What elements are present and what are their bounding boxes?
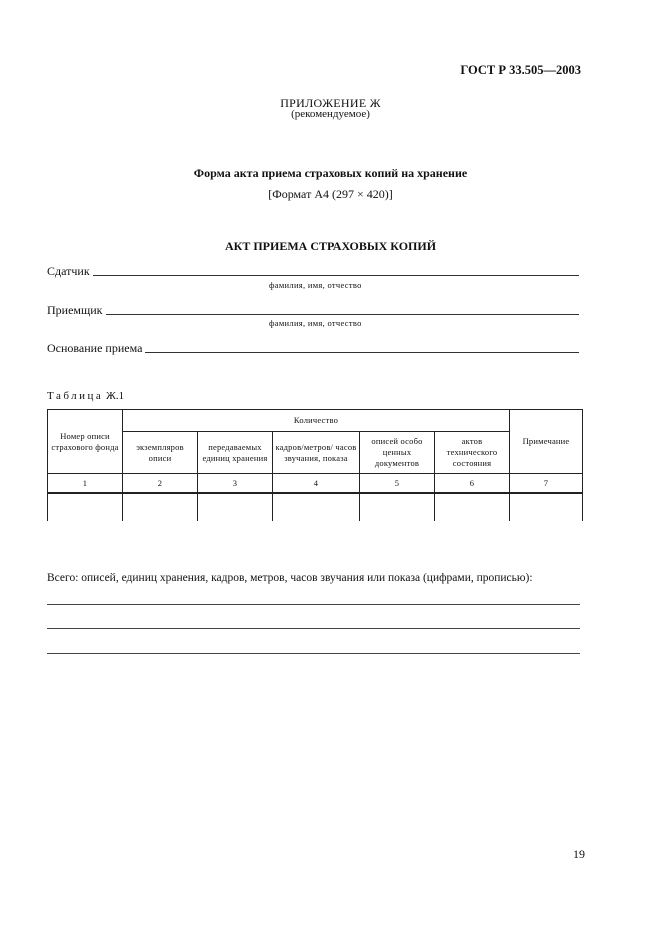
col-units-header: передаваемых единиц хранения <box>198 432 273 474</box>
form-format: [Формат А4 (297 × 420)] <box>268 187 393 201</box>
table-cell[interactable] <box>123 493 198 521</box>
sender-line[interactable] <box>93 274 579 276</box>
page-number: 19 <box>573 847 585 861</box>
total-line-3[interactable] <box>47 653 580 654</box>
acceptance-table <box>47 409 583 521</box>
standard-number: ГОСТ Р 33.505—2003 <box>460 63 581 77</box>
column-number-row <box>48 474 583 494</box>
appendix-subtitle: (рекомендуемое) <box>291 108 370 120</box>
receiver-label: Приемщик <box>47 303 103 317</box>
table-cell[interactable] <box>360 493 435 521</box>
sender-label: Сдатчик <box>47 264 90 278</box>
receiver-field[interactable] <box>47 303 579 318</box>
table-cell[interactable] <box>198 493 273 521</box>
table-cell[interactable] <box>510 493 583 521</box>
basis-line[interactable] <box>145 351 579 353</box>
col-quantity-header: Количество <box>123 410 510 432</box>
total-line-2[interactable] <box>47 628 580 629</box>
sender-hint: фамилия, имя, отчество <box>269 280 362 290</box>
receiver-line[interactable] <box>106 313 580 315</box>
table-cell[interactable] <box>273 493 360 521</box>
table-caption-number: Ж.1 <box>106 390 125 402</box>
form-title: Форма акта приема страховых копий на хранение <box>193 166 468 180</box>
col-frames-header: кадров/метров/ часов звучания, показа <box>273 432 360 474</box>
act-title: АКТ ПРИЕМА СТРАХОВЫХ КОПИЙ <box>224 239 437 253</box>
table-cell[interactable] <box>48 493 123 521</box>
column-number: 1 <box>48 474 123 494</box>
col-note-header: Примечание <box>510 410 583 474</box>
column-number: 4 <box>273 474 360 494</box>
col-valuable-header: описей особо ценных документов <box>360 432 435 474</box>
total-label: Всего: описей, единиц хранения, кадров, метров, часов звучания или показа (цифрами, прописью): <box>47 572 533 584</box>
col-copies-header: экземпляров описи <box>123 432 198 474</box>
table-caption-prefix: Таблица <box>47 390 104 402</box>
appendix-title: ПРИЛОЖЕНИЕ Ж <box>280 96 381 110</box>
column-number: 6 <box>435 474 510 494</box>
sender-field[interactable] <box>47 264 579 279</box>
column-number: 7 <box>510 474 583 494</box>
table-row <box>48 493 583 521</box>
column-number: 3 <box>198 474 273 494</box>
table-cell[interactable] <box>435 493 510 521</box>
basis-field[interactable] <box>47 341 579 356</box>
receiver-hint: фамилия, имя, отчество <box>269 318 362 328</box>
basis-label: Основание приема <box>47 341 143 355</box>
total-line-1[interactable] <box>47 604 580 605</box>
column-number: 5 <box>360 474 435 494</box>
column-number: 2 <box>123 474 198 494</box>
table-caption <box>47 390 124 402</box>
col-inventory-header: Номер описи страхового фонда <box>48 410 123 474</box>
col-acts-header: актов технического состояния <box>435 432 510 474</box>
